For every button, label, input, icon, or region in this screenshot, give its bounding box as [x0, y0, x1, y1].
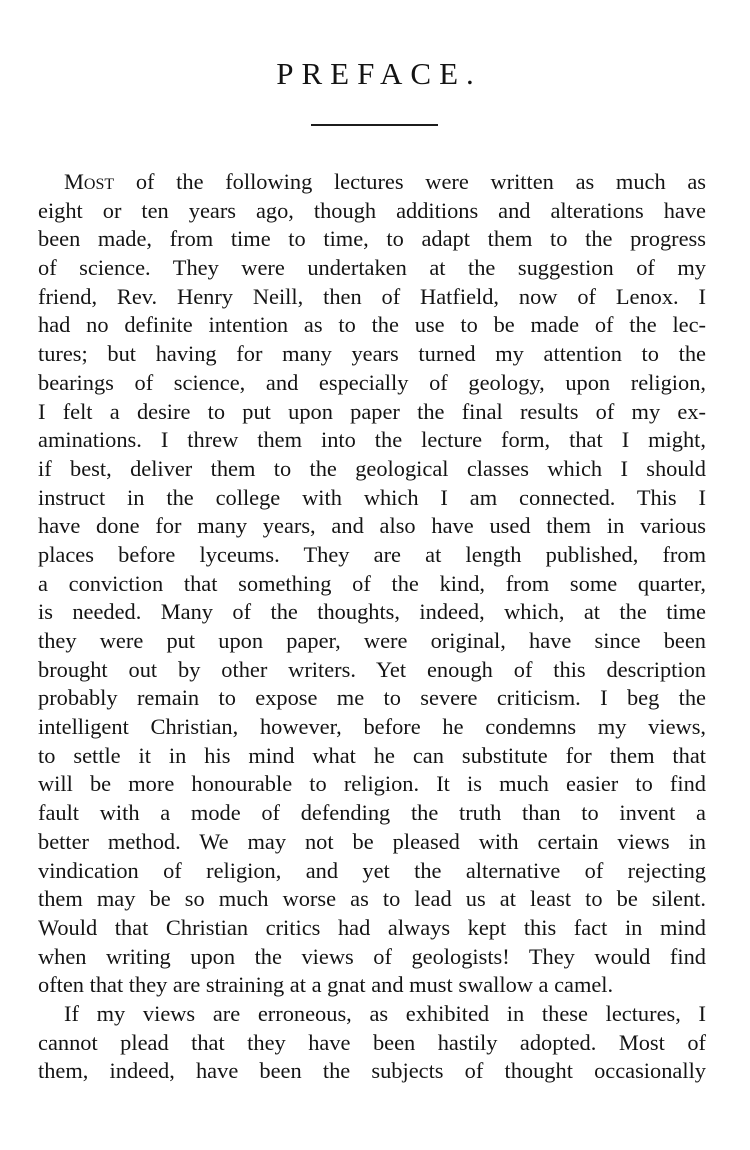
text-line: had no definite intention as to the use to be made of the lec-	[38, 312, 706, 338]
text-line: been made, from time to time, to adapt them to the progress	[38, 226, 706, 252]
text-line: If my views are erroneous, as exhibited in these lectures, I	[64, 1000, 706, 1026]
text-line: eight or ten years ago, though additions and alterations have	[38, 197, 706, 223]
title-rule	[311, 124, 438, 126]
text-line: Would that Christian critics had always kept this fact in mind	[38, 914, 706, 940]
text-line: Most of the following lectures were written as much as	[64, 169, 706, 194]
text-line: them may be so much worse as to lead us at least to be silent.	[38, 886, 706, 912]
text-line: probably remain to expose me to severe criticism. I beg the	[38, 685, 706, 711]
text-line: fault with a mode of defending the truth than to invent a	[38, 800, 706, 826]
paragraph	[38, 168, 706, 1000]
text-line: a conviction that something of the kind, from some quarter,	[38, 570, 706, 596]
paragraph	[38, 1000, 706, 1086]
text-line: is needed. Many of the thoughts, indeed, which, at the time	[38, 599, 706, 625]
text-line: will be more honourable to religion. It is much easier to find	[38, 771, 706, 797]
text-line: friend, Rev. Henry Neill, then of Hatfield, now of Lenox. I	[38, 283, 706, 309]
text-line: I felt a desire to put upon paper the final results of my ex-	[38, 398, 706, 424]
text-line: vindication of religion, and yet the alternative of rejecting	[38, 857, 706, 883]
text-line: bearings of science, and especially of geology, upon religion,	[38, 369, 706, 395]
text-line: brought out by other writers. Yet enough of this description	[38, 656, 706, 682]
text-line: them, indeed, have been the subjects of thought occasionally	[38, 1058, 706, 1084]
text-line: aminations. I threw them into the lecture form, that I might,	[38, 427, 706, 453]
text-line: of science. They were undertaken at the suggestion of my	[38, 255, 706, 281]
text-line: often that they are straining at a gnat and must swallow a camel.	[38, 972, 614, 998]
text-line: instruct in the college with which I am connected. This I	[38, 484, 706, 510]
text-line: if best, deliver them to the geological classes which I should	[38, 455, 706, 481]
text-line: when writing upon the views of geologists! They would find	[38, 943, 706, 969]
text-line: to settle it in his mind what he can substitute for them that	[38, 742, 706, 768]
text-line: cannot plead that they have been hastily adopted. Most of	[38, 1029, 706, 1055]
page-title: PREFACE.	[276, 56, 482, 91]
drop-word: Most	[64, 169, 115, 194]
text-line: places before lyceums. They are at length published, from	[38, 541, 706, 567]
preface-text	[38, 168, 706, 1086]
text-line: tures; but having for many years turned my attention to the	[38, 341, 706, 367]
text-line: they were put upon paper, were original, have since been	[38, 628, 706, 653]
text-line: intelligent Christian, however, before he condemns my views,	[38, 714, 706, 740]
text-line: have done for many years, and also have used them in various	[38, 513, 706, 539]
text-line: better method. We may not be pleased with certain views in	[38, 828, 706, 854]
